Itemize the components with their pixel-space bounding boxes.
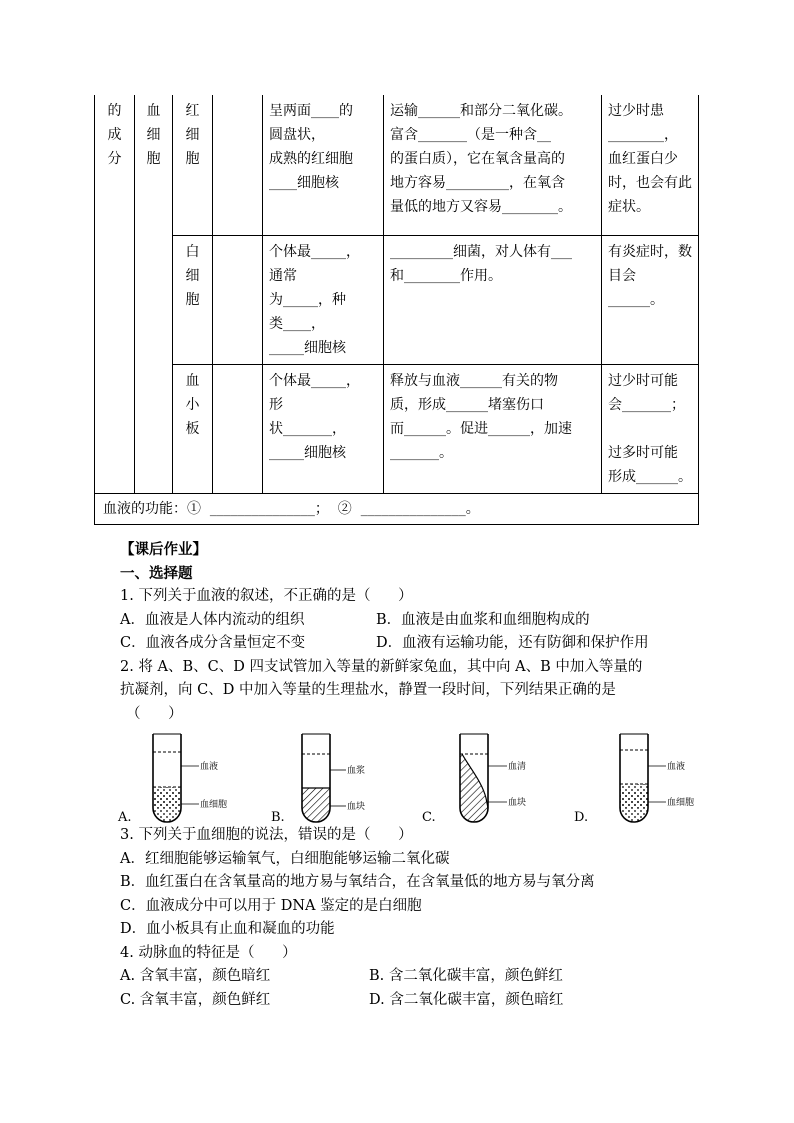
platelet-abnormal-line: 会_______； <box>608 397 685 413</box>
part-heading: 一、选择题 <box>120 564 193 582</box>
platelet-function-line: _______。 <box>390 445 453 461</box>
wbc-function-line: 和________作用。 <box>390 268 502 284</box>
blood-function-text: 血液的功能：① _______________； ② _______________。 <box>103 501 480 517</box>
table-row-rbc <box>95 95 699 236</box>
q3-stem: 3. 下列关于血细胞的说法，错误的是（ ） <box>120 827 413 843</box>
tube-b-label-bottom: 血块 <box>347 802 366 812</box>
tube-b <box>271 734 365 825</box>
tube-a-label-top: 血液 <box>200 762 219 772</box>
rbc-name-cell <box>173 95 213 236</box>
wbc-name-cell <box>173 236 213 365</box>
rbc-function-line: 地方容易_________，在氧含 <box>390 175 565 191</box>
wbc-function-cell <box>384 236 602 365</box>
tube-b-option: B. <box>271 810 285 825</box>
platelet-abnormal-line: 过少时可能 <box>608 373 678 389</box>
test-tube-figure <box>114 728 714 828</box>
q1-option-c: C．血液各成分含量恒定不变 <box>120 635 306 651</box>
platelet-name-cell <box>173 365 213 494</box>
wbc-name: 白细胞 <box>185 244 200 308</box>
tube-c-clot <box>460 754 488 822</box>
rbc-function-line: 的蛋白质），它在氧含量高的 <box>390 151 565 167</box>
tube-c-label-top: 血清 <box>508 762 527 772</box>
q4-options-row2 <box>120 989 740 1013</box>
q3-option-a: A．红细胞能够运输氧气，白细胞能够运输二氧化碳 <box>120 850 450 867</box>
tube-a-label-bottom: 血细胞 <box>200 800 228 810</box>
blank-cell <box>213 95 263 236</box>
rbc-shape-line: ____细胞核 <box>269 175 339 191</box>
wbc-shape-line: 类____， <box>269 316 325 332</box>
platelet-abnormal-line: 过多时可能 <box>608 445 678 461</box>
platelet-shape-cell <box>263 365 384 494</box>
q4-option-c: C. 含氧丰富，颜色鲜红 <box>120 991 271 1008</box>
test-tube-diagram <box>114 728 714 828</box>
wbc-shape-line: 通常 <box>269 268 297 284</box>
q2-stem-line1: 2. 将 A、B、C、D 四支试管加入等量的新鲜家兔血，其中向 A、B 中加入等量的 <box>120 658 643 675</box>
rbc-function-line: 运输______和部分二氧化碳。 <box>390 103 572 119</box>
wbc-abnormal-line: ______。 <box>608 292 664 308</box>
wbc-shape-cell <box>263 236 384 365</box>
wbc-shape-line: _____细胞核 <box>269 340 346 356</box>
tube-b-label-top: 血浆 <box>347 766 366 776</box>
tube-a <box>117 734 227 825</box>
rbc-abnormal-line: 过少时患 <box>608 103 664 119</box>
rbc-abnormal-line: 时，也会有此 <box>608 175 692 191</box>
category-text: 的成分 <box>107 103 122 167</box>
q4-option-b: B. 含二氧化碳丰富，颜色鲜红 <box>369 968 563 984</box>
platelet-function-cell <box>384 365 602 494</box>
q1-options-row1 <box>120 609 740 633</box>
platelet-abnormal-line: 形成______。 <box>608 469 692 485</box>
rbc-name: 红细胞 <box>185 103 200 167</box>
blank-cell <box>213 236 263 365</box>
tube-d-label-bottom: 血细胞 <box>667 798 695 808</box>
table-row-function <box>95 494 699 525</box>
q1-option-a: A．血液是人体内流动的组织 <box>120 611 305 628</box>
table-row-platelet <box>95 365 699 494</box>
platelet-abnormal-cell <box>602 365 699 494</box>
rbc-abnormal-line: 症状。 <box>608 199 650 215</box>
platelet-name: 血小板 <box>185 373 200 437</box>
platelet-function-line: 质，形成______堵塞伤口 <box>390 397 544 413</box>
rbc-abnormal-line: ________， <box>608 127 678 143</box>
rbc-shape-line: 呈两面____的 <box>269 103 353 119</box>
blood-composition-table <box>94 95 699 525</box>
blood-cell-cell <box>135 95 173 494</box>
blood-cell-text: 血细胞 <box>146 103 161 167</box>
platelet-shape-line: _____细胞核 <box>269 445 346 461</box>
q1-stem: 1. 下列关于血液的叙述，不正确的是（ ） <box>120 588 413 604</box>
wbc-abnormal-cell <box>602 236 699 365</box>
table-row-wbc <box>95 236 699 365</box>
wbc-function-line: _________细菌，对人体有___ <box>390 244 572 260</box>
tube-c-label-bottom: 血块 <box>508 798 527 808</box>
q2-stem-line2: 抗凝剂，向 C、D 中加入等量的生理盐水，静置一段时间，下列结果正确的是 <box>120 682 616 698</box>
wbc-abnormal-line: 有炎症时，数 <box>608 244 692 260</box>
q4-option-a: A. 含氧丰富，颜色暗红 <box>120 968 271 984</box>
wbc-shape-line: 个体最_____， <box>269 244 360 260</box>
blank-cell <box>213 365 263 494</box>
q2-stem-line3: （ ） <box>126 705 183 722</box>
rbc-abnormal-cell <box>602 95 699 236</box>
rbc-function-line: 量低的地方又容易________。 <box>390 199 572 215</box>
q3-option-b: B．血红蛋白在含氧量高的地方易与氧结合，在含氧量低的地方易与氧分离 <box>120 874 595 890</box>
platelet-shape-line: 个体最_____， <box>269 373 360 389</box>
tube-c-option: C. <box>422 810 436 825</box>
blood-function-cell <box>95 494 699 525</box>
rbc-function-cell <box>384 95 602 236</box>
wbc-abnormal-line: 目会 <box>608 268 636 284</box>
tube-a-option: A. <box>118 810 132 825</box>
platelet-function-line: 释放与血液______有关的物 <box>390 373 558 389</box>
tube-d-label-top: 血液 <box>667 762 686 772</box>
q3-option-d: D．血小板具有止血和凝血的功能 <box>120 921 335 937</box>
q4-stem: 4. 动脉血的特征是（ ） <box>120 944 297 961</box>
section-heading: 【课后作业】 <box>120 541 207 558</box>
q1-option-b: B．血液是由血浆和血细胞构成的 <box>376 611 590 628</box>
rbc-abnormal-line: 血红蛋白少 <box>608 151 678 167</box>
rbc-shape-line: 圆盘状， <box>269 127 325 143</box>
q1-option-d: D．血液有运输功能，还有防御和保护作用 <box>376 635 649 651</box>
q1-options-row2 <box>120 632 740 656</box>
platelet-shape-line: 状_______， <box>269 421 346 437</box>
platelet-shape-line: 形 <box>269 397 283 413</box>
rbc-function-line: 富含_______（是一种含__ <box>390 127 551 143</box>
category-cell <box>95 95 135 494</box>
wbc-shape-line: 为_____，种 <box>269 292 346 308</box>
platelet-function-line: 而______。促进______，加速 <box>390 421 572 437</box>
tube-c <box>422 734 526 825</box>
q4-option-d: D. 含二氧化碳丰富，颜色暗红 <box>369 991 564 1008</box>
rbc-shape-cell <box>263 95 384 236</box>
tube-d <box>574 734 694 825</box>
platelet-abnormal-line <box>608 417 694 441</box>
q3-option-c: C．血液成分中可以用于 DNA 鉴定的是白细胞 <box>120 897 422 914</box>
tube-d-option: D. <box>574 810 589 825</box>
q4-options-row1 <box>120 965 740 989</box>
rbc-shape-line: 成熟的红细胞 <box>269 151 353 167</box>
